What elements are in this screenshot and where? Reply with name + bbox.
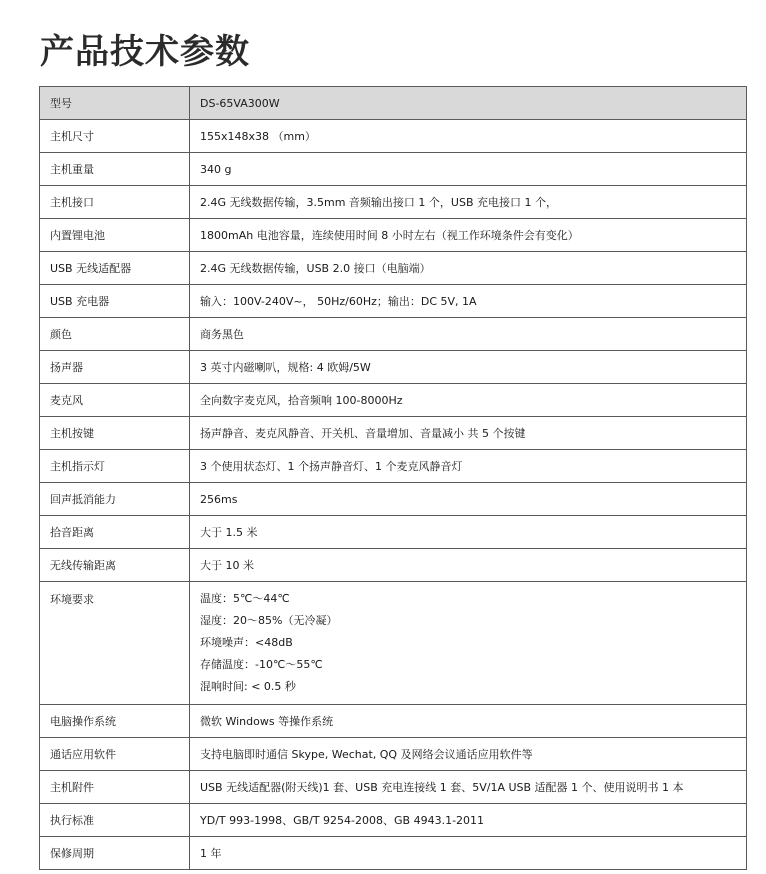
row-label: 主机重量 [40, 153, 190, 186]
row-label: 电脑操作系统 [40, 705, 190, 738]
table-row [40, 549, 747, 582]
row-value: 全向数字麦克风，拾音频响 100-8000Hz [190, 384, 747, 417]
row-value: 155x148x38 （mm） [190, 120, 747, 153]
table-row [40, 153, 747, 186]
env-humidity: 湿度：20～85%（无冷凝） [200, 614, 338, 627]
table-row [40, 384, 747, 417]
table-row [40, 483, 747, 516]
table-row [40, 516, 747, 549]
row-value: 340 g [190, 153, 747, 186]
table-row [40, 837, 747, 870]
table-row [40, 705, 747, 738]
table-row [40, 351, 747, 384]
row-label: 主机按键 [40, 417, 190, 450]
row-value: 输入：100V-240V~， 50Hz/60Hz；输出：DC 5V, 1A [190, 285, 747, 318]
row-label: 通话应用软件 [40, 738, 190, 771]
row-label: 执行标准 [40, 804, 190, 837]
row-label: 颜色 [40, 318, 190, 351]
row-value: 1 年 [190, 837, 747, 870]
row-label: 扬声器 [40, 351, 190, 384]
table-row [40, 252, 747, 285]
table-row [40, 771, 747, 804]
row-label: 麦克风 [40, 384, 190, 417]
row-value: 2.4G 无线数据传输，3.5mm 音频输出接口 1 个，USB 充电接口 1 个， [190, 186, 747, 219]
row-label: USB 充电器 [40, 285, 190, 318]
row-value: YD/T 993-1998、GB/T 9254-2008、GB 4943.1-2011 [190, 804, 747, 837]
row-label: 主机附件 [40, 771, 190, 804]
row-label: USB 无线适配器 [40, 252, 190, 285]
env-storage-temperature: 存储温度：-10℃～55℃ [200, 658, 323, 671]
table-row [40, 219, 747, 252]
table-row [40, 120, 747, 153]
table-row [40, 186, 747, 219]
env-temperature: 温度：5℃～44℃ [200, 592, 290, 605]
table-row [40, 318, 747, 351]
table-row [40, 738, 747, 771]
row-value: 大于 10 米 [190, 549, 747, 582]
env-reverb-time: 混响时间: < 0.5 秒 [200, 680, 296, 693]
row-value: 2.4G 无线数据传输，USB 2.0 接口（电脑端） [190, 252, 747, 285]
row-value: 1800mAh 电池容量，连续使用时间 8 小时左右（视工作环境条件会有变化） [190, 219, 747, 252]
row-label: 回声抵消能力 [40, 483, 190, 516]
environment-row [40, 582, 747, 705]
row-value: 256ms [190, 483, 747, 516]
row-value: 商务黑色 [190, 318, 747, 351]
table-header-row [40, 87, 747, 120]
env-noise: 环境噪声：<48dB [200, 636, 293, 649]
row-label: 保修周期 [40, 837, 190, 870]
row-value: 大于 1.5 米 [190, 516, 747, 549]
environment-label: 环境要求 [40, 582, 190, 705]
spec-table [39, 86, 747, 870]
header-value: DS-65VA300W [190, 87, 747, 120]
row-label: 拾音距离 [40, 516, 190, 549]
table-row [40, 450, 747, 483]
row-value: 扬声静音、麦克风静音、开关机、音量增加、音量减小 共 5 个按键 [190, 417, 747, 450]
row-value: 微软 Windows 等操作系统 [190, 705, 747, 738]
table-row [40, 285, 747, 318]
row-label: 主机指示灯 [40, 450, 190, 483]
environment-value [190, 582, 747, 705]
header-label: 型号 [40, 87, 190, 120]
row-label: 主机尺寸 [40, 120, 190, 153]
row-label: 主机接口 [40, 186, 190, 219]
row-value: USB 无线适配器(附天线)1 套、USB 充电连接线 1 套、5V/1A USB 适配器 1 个、使用说明书 1 本 [190, 771, 747, 804]
table-row [40, 417, 747, 450]
table-row [40, 804, 747, 837]
row-label: 内置锂电池 [40, 219, 190, 252]
row-value: 3 个使用状态灯、1 个扬声静音灯、1 个麦克风静音灯 [190, 450, 747, 483]
row-value: 3 英寸内磁喇叭，规格: 4 欧姆/5W [190, 351, 747, 384]
row-value: 支持电脑即时通信 Skype, Wechat, QQ 及网络会议通话应用软件等 [190, 738, 747, 771]
page-title: 产品技术参数 [40, 32, 250, 72]
row-label: 无线传输距离 [40, 549, 190, 582]
